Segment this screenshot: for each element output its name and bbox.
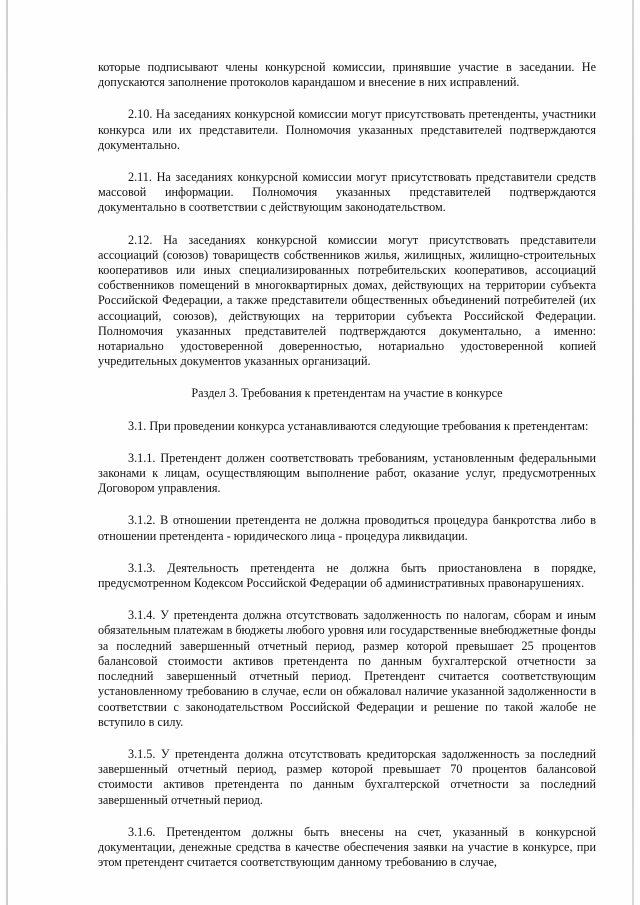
paragraph-3-1-1: 3.1.1. Претендент должен соответствовать требованиям, установленным федеральными законами к лицам, осуществляющим выполнение работ, оказание услуг, предусмотренных Договором управления. bbox=[98, 450, 596, 496]
paragraph-3-1: 3.1. При проведении конкурса устанавливаются следующие требования к претендентам: bbox=[128, 418, 589, 433]
section-3-heading: Раздел 3. Требования к претендентам на участие в конкурсе bbox=[191, 386, 503, 401]
scan-edge-left bbox=[6, 0, 8, 905]
paragraph-2-11: 2.11. На заседаниях конкурсной комиссии могут присутствовать представители средств массовой информации. Полномочия указанных представителей подтверждаются документально в соответствии с действующим законодательством. bbox=[98, 170, 596, 215]
paragraph-3-1-3: 3.1.3. Деятельность претендента не должна быть приостановлена в порядке, предусмотренном Кодексом Российской Федерации об административных правонарушениях. bbox=[98, 560, 596, 591]
paragraph-2-12: 2.12. На заседаниях конкурсной комиссии могут присутствовать представители ассоциаций (союзов) товариществ собственников жилья, жилищных, жилищно-строительных кооперативов или иных специализированных потребительских кооперативов, ассоциаций собственников помещений в многоквартирных домах, действующих на территории субъекта Российской Федерации, а также представители общественных объединений потребителей (их ассоциаций, союзов), действующих на территории субъекта Российской Федерации. Полномочия указанных представителей подтверждаются документально, а именно: нотариально удостоверенной доверенностью, нотариально удостоверенной копией учредительных документов указанных организаций. bbox=[98, 232, 596, 369]
paragraph-3-1-5: 3.1.5. У претендента должна отсутствовать кредиторская задолженность за последний завершенный отчетный период, размер которой превышает 70 процентов балансовой стоимости активов претендента по данным бухгалтерской отчетности за последний завершенный отчетный период. bbox=[98, 746, 596, 807]
paragraph-3-1-4: 3.1.4. У претендента должна отсутствовать задолженность по налогам, сборам и иным обязательным платежам в бюджеты любого уровня или государственные внебюджетные фонды за последний завершенный отчетный период, размер которой превышает 25 процентов балансовой стоимости активов претендента по данным бухгалтерской отчетности за последний завершенный отчетный период. Претендент считается соответствующим установленному требованию в случае, если он обжаловал наличие указанной задолженности в соответствии с законодательством Российской Федерации и решение по такой жалобе не вступило в силу. bbox=[98, 608, 596, 729]
paragraph-3-1-2: 3.1.2. В отношении претендента не должна проводиться процедура банкротства либо в отношении претендента - юридического лица - процедура ликвидации. bbox=[98, 513, 596, 543]
scan-edge-right bbox=[632, 0, 634, 905]
document-body bbox=[98, 60, 596, 887]
paragraph-2-10: 2.10. На заседаниях конкурсной комиссии могут присутствовать претенденты, участники конкурса или их представители. Полномочия указанных представителей подтверждаются документально. bbox=[98, 107, 596, 152]
paragraph-2-9-continuation: которые подписывают члены конкурсной комиссии, принявшие участие в заседании. Не допускаются заполнение протоколов карандашом и внесение в них исправлений. bbox=[98, 60, 596, 90]
paragraph-3-1-6: 3.1.6. Претендентом должны быть внесены на счет, указанный в конкурсной документации, денежные средства в качестве обеспечения заявки на участие в конкурсе, при этом претендент считается соответствующим данному требованию в случае, bbox=[98, 824, 596, 870]
